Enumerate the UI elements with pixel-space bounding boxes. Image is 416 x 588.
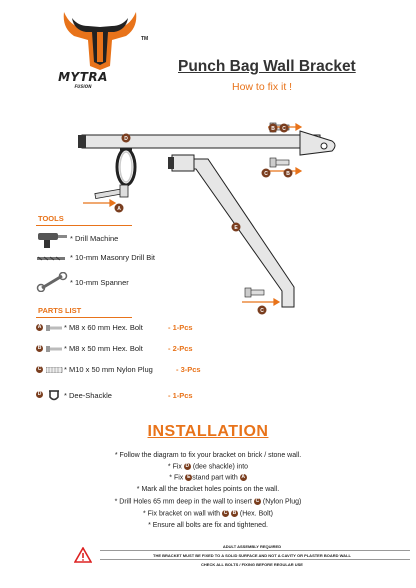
tool-label: * Drill Machine <box>70 234 119 243</box>
drill-bit-icon <box>36 254 68 264</box>
part-badge: C <box>37 366 42 372</box>
svg-text:A: A <box>117 206 121 212</box>
part-qty: - 1-Pcs <box>168 323 193 332</box>
brand-sub: FUSION <box>74 84 92 89</box>
installation-heading: INSTALLATION <box>147 423 269 440</box>
part-qty: - 1-Pcs <box>168 391 193 400</box>
svg-text:C: C <box>282 126 286 132</box>
part-qty: - 2-Pcs <box>168 344 193 353</box>
install-step: * Fix bracket on wall with C B (Hex. Bolt) <box>143 510 273 518</box>
bracket-diagram <box>70 115 350 325</box>
part-label: * Dee-Shackle <box>64 391 112 400</box>
svg-text:B: B <box>286 171 290 177</box>
part-badge: D <box>37 391 42 397</box>
svg-text:D: D <box>124 136 128 142</box>
install-step: * Drill Holes 65 mm deep in the wall to insert C (Nylon Plug) <box>114 498 302 506</box>
part-row <box>36 388 236 402</box>
page-title: Punch Bag Wall Bracket <box>178 58 356 75</box>
part-row <box>36 322 236 334</box>
notice-line: THE BRACKET MUST BE FIXED TO A SOLID SURFACE AND NOT A CAVITY OR PLASTER BOARD WALL <box>153 553 351 558</box>
shackle-icon <box>48 388 60 402</box>
nylon-plug-icon <box>46 367 66 373</box>
step-badge: C <box>255 498 260 504</box>
part-badge: B <box>37 345 42 351</box>
spanner-icon <box>36 272 68 292</box>
brand-name: MYTRA <box>58 70 108 84</box>
tools-heading: TOOLS <box>38 214 64 223</box>
notice-divider <box>100 559 410 560</box>
brand-logo <box>60 10 140 72</box>
install-step: * Mark all the bracket holes points on the wall. <box>136 486 280 493</box>
parts-heading: PARTS LIST <box>38 306 82 315</box>
svg-text:B: B <box>271 126 275 132</box>
tools-divider <box>36 225 132 226</box>
step-badge: A <box>241 474 246 480</box>
tool-row <box>36 230 236 250</box>
tool-label: * 10-mm Masonry Drill Bit <box>70 253 156 262</box>
step-badge: B <box>232 510 237 516</box>
trademark: TM <box>141 36 149 42</box>
notice-line: CHECK ALL BOLTS / FIXING BEFORE REGULAR USE <box>201 562 303 567</box>
part-badge: A <box>37 324 42 330</box>
step-badge: D <box>185 463 190 469</box>
install-step: * Follow the diagram to fix your bracket on brick / stone wall. <box>114 452 302 459</box>
tool-row <box>36 252 236 266</box>
step-badge: C <box>223 510 228 516</box>
part-qty: - 3-Pcs <box>176 365 201 374</box>
step-badge: E <box>187 474 191 480</box>
tool-row <box>36 272 236 292</box>
svg-text:E: E <box>234 225 238 231</box>
drill-icon <box>36 230 68 248</box>
part-row <box>36 364 236 376</box>
tool-label: * 10-mm Spanner <box>70 278 129 287</box>
notice-line: ADULT ASSEMBLY REQUIRED <box>222 544 282 549</box>
notice-divider <box>100 550 410 551</box>
install-step: * Fix D (dee shackle) into <box>167 463 249 471</box>
svg-text:C: C <box>264 171 268 177</box>
part-label: * M10 x 50 mm Nylon Plug <box>64 365 153 374</box>
page-subtitle: How to fix it ! <box>232 81 293 93</box>
part-label: * M8 x 50 mm Hex. Bolt <box>64 344 143 353</box>
part-row <box>36 343 236 355</box>
parts-divider <box>36 317 132 318</box>
part-label: * M8 x 60 mm Hex. Bolt <box>64 323 143 332</box>
install-step: * Fix E stand part with A <box>169 474 246 482</box>
svg-text:C: C <box>260 308 264 314</box>
install-step: * Ensure all bolts are fix and tightened. <box>148 522 268 529</box>
hex-bolt-icon <box>46 325 62 331</box>
bull-horns-icon <box>60 10 140 72</box>
hex-bolt-icon <box>46 346 62 352</box>
